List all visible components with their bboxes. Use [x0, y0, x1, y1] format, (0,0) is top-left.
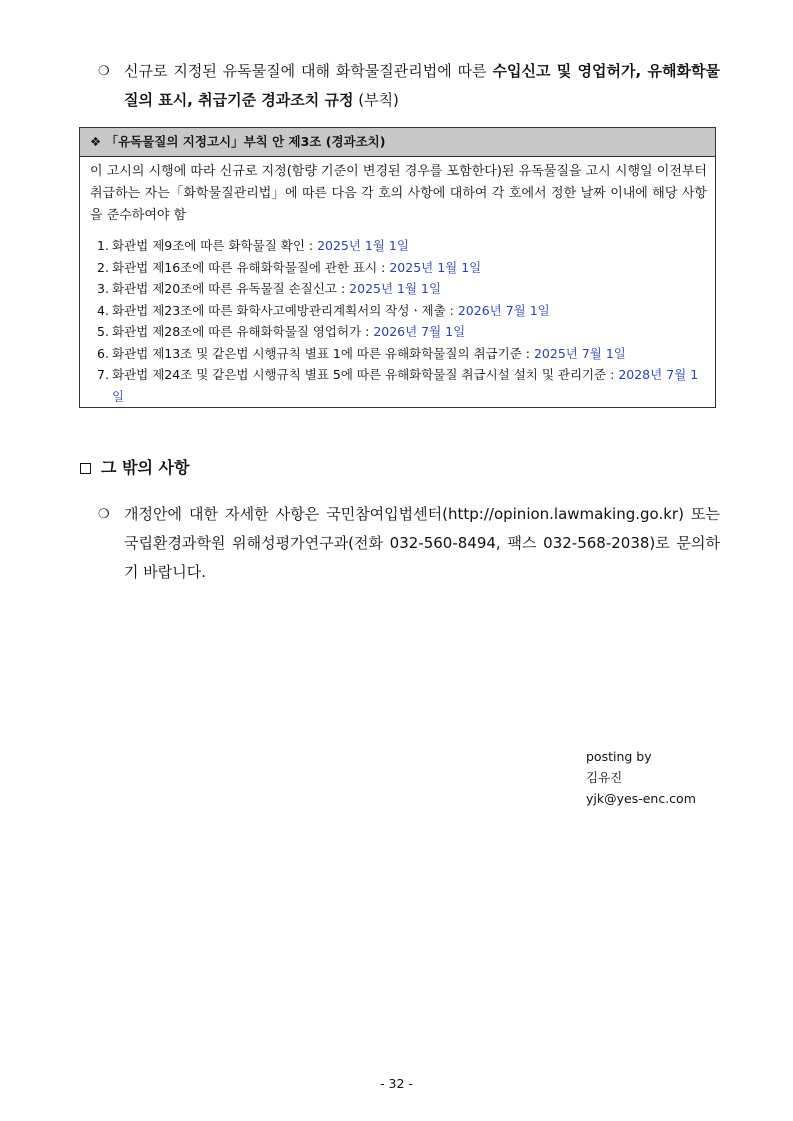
due-date: 2026년 7월 1일: [457, 302, 550, 318]
author-name: 김유진: [586, 770, 623, 785]
posting-info: [586, 746, 696, 809]
top-bullet-suffix: (부칙): [353, 91, 399, 109]
section-title: 그 밖의 사항: [101, 458, 190, 477]
list-item: 6. 화관법 제13조 및 같은법 시행규칙 별표 1에 따른 유해화학물질의 취급기준 : 2025년 7월 1일: [97, 345, 626, 361]
box-intro-text: 이 고시의 시행에 따라 신규로 지정(함량 기준이 변경된 경우를 포함한다)된 유독물질을 고시 시행일 이전부터 취급하는 자는「화학물질관리법」에 따른 다음 각 호의 사항에 대하여 각 호에서 정한 날짜 이내에 해당 사항을 준수하여야 함: [90, 164, 707, 223]
list-item: 4. 화관법 제23조에 따른 화학사고예방관리계획서의 작성ㆍ제출 : 2026년 7월 1일: [97, 302, 550, 318]
author-email: yjk@yes-enc.com: [586, 791, 696, 806]
list-item: 3. 화관법 제20조에 따른 유독물질 손질신고 : 2025년 1월 1일: [97, 281, 442, 296]
list-item: 5. 화관법 제28조에 따른 유해화학물질 영업허가 : 2026년 7월 1일: [97, 324, 466, 339]
contact-text: 개정안에 대한 자세한 사항은 국민참여입법센터(http://opinion.lawmaking.go.kr) 또는 국립환경과학원 위해성평가연구과(전화 032-560-8494, 팩스 032-568-2038)로 문의하기 바랍니다.: [124, 505, 720, 581]
due-date: 2025년 1월 1일: [317, 238, 409, 253]
list-item: 7. 화관법 제24조 및 같은법 시행규칙 별표 5에 따른 유해화학물질 취급시설 설치 및 관리기준 : 2028년 7월 1일: [97, 367, 699, 404]
due-date: 2028년 7월 1일: [112, 367, 699, 404]
circle-bullet-icon: ❍: [98, 64, 110, 79]
provision-list: [90, 235, 707, 407]
posting-by-label: posting by: [586, 749, 652, 764]
diamond-bullet-icon: ❖: [90, 134, 102, 149]
due-date: 2025년 1월 1일: [389, 259, 482, 275]
due-date: 2025년 7월 1일: [533, 345, 626, 361]
transitional-provision-box: [79, 127, 716, 408]
contact-paragraph: [98, 500, 720, 587]
list-item: 2. 화관법 제16조에 따른 유해화학물질에 관한 표시 : 2025년 1월 1일: [97, 259, 482, 275]
box-body: [80, 157, 715, 407]
due-date: 2025년 1월 1일: [349, 281, 442, 296]
page-number: - 32 -: [380, 1076, 413, 1091]
top-bullet-bold-text: 수입신고 및 영업허가, 유해화학물질의 표시, 취급기준 경과조치 규정: [124, 62, 720, 109]
top-bullet-paragraph: [98, 57, 720, 115]
box-header: [80, 128, 715, 157]
circle-bullet-icon: ❍: [98, 507, 110, 522]
box-header-title: 「유독물질의 지정고시」부칙 안 제3조 (경과조치): [105, 134, 386, 149]
list-item: 1. 화관법 제9조에 따른 화학물질 확인 : 2025년 1월 1일: [97, 238, 409, 253]
due-date: 2026년 7월 1일: [373, 324, 466, 339]
top-bullet-prefix: 신규로 지정된 유독물질에 대해 화학물질관리법에 따른: [124, 62, 493, 80]
section-heading: [80, 456, 189, 480]
square-bullet-icon: [80, 463, 91, 474]
